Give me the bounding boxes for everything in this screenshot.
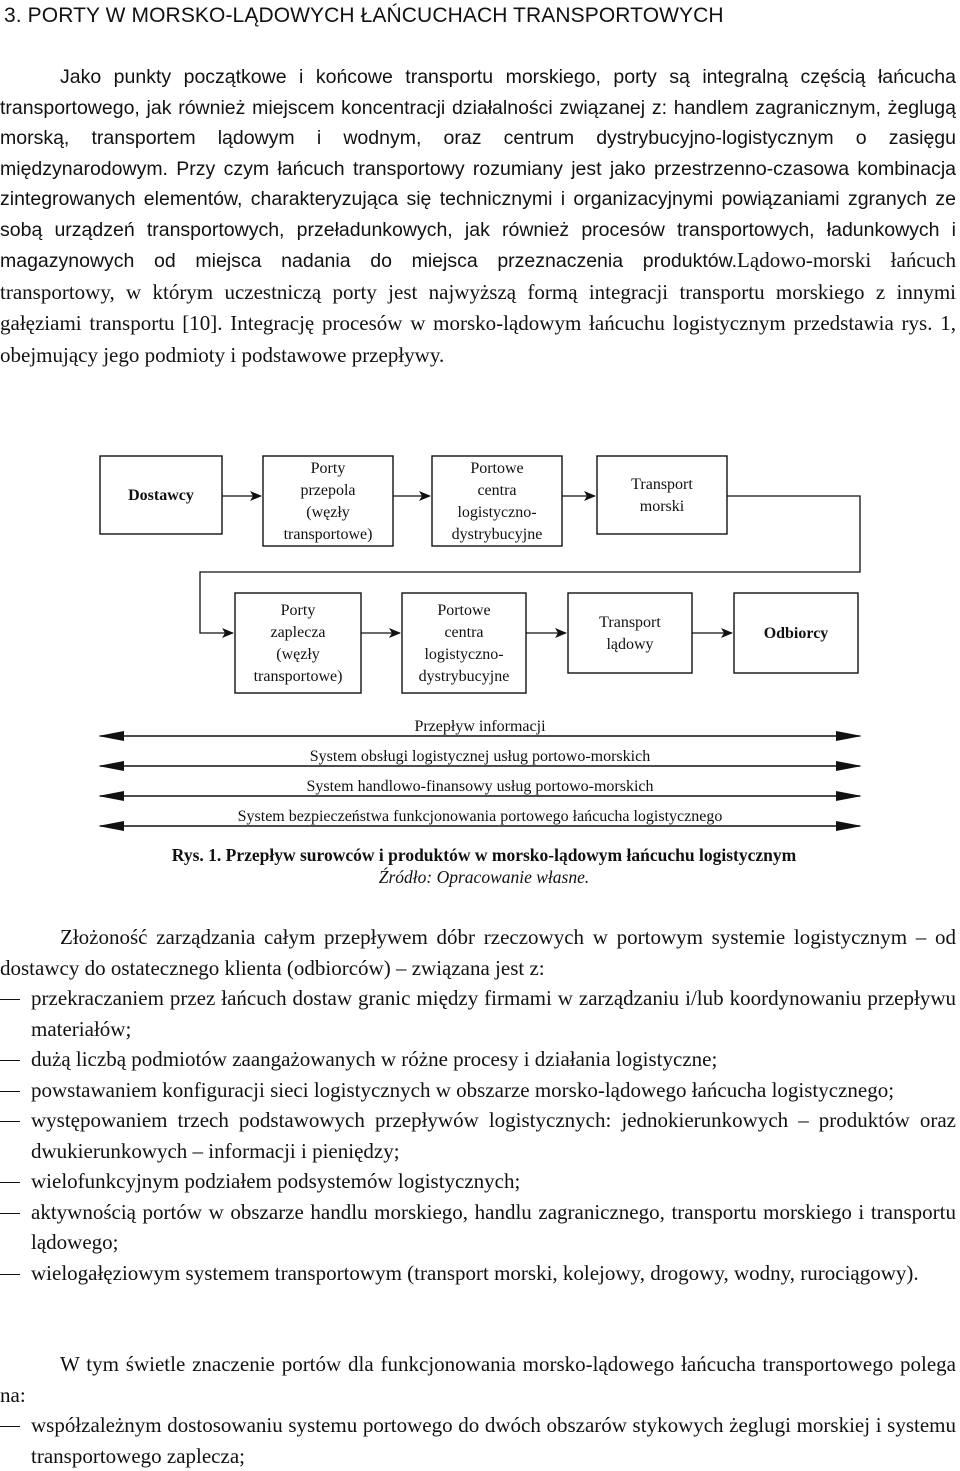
flow-diagram <box>0 440 960 840</box>
diagram-box-label: Porty <box>280 602 316 619</box>
list-item <box>0 1075 956 1106</box>
diagram-box-label: zaplecza <box>270 624 326 641</box>
diagram-box-label: logistyczno- <box>424 646 504 663</box>
flow-label: System obsługi logistycznej usług portowo-morskich <box>309 748 651 765</box>
list-item-text: wielogałęziowym systemem transportowym (transport morski, kolejowy, drogowy, wodny, rurociągowy). <box>31 1260 919 1285</box>
section-heading: 3. PORTY W MORSKO-LĄDOWYCH ŁAŃCUCHACH TRANSPORTOWYCH <box>4 4 724 27</box>
bullet-list-1 <box>0 983 956 1288</box>
diagram-box-label: morski <box>639 498 685 515</box>
list-item-text: wielofunkcyjnym podziałem podsystemów logistycznych; <box>31 1169 521 1193</box>
list-item-text: powstawaniem konfiguracji sieci logistycznych w obszarze morsko-lądowego łańcucha logistycznego; <box>31 1077 895 1102</box>
diagram-box-label: centra <box>444 624 484 641</box>
intro-paragraph <box>0 62 956 371</box>
diagram-row-2 <box>235 593 858 693</box>
flow-arrowhead-left <box>98 731 124 741</box>
diagram-box-label: (węzły <box>306 504 350 521</box>
figure-source: Źródło: Opracowanie własne. <box>378 867 590 887</box>
diagram-box-label: Transport <box>599 614 661 631</box>
list-item <box>0 1105 956 1166</box>
flow-label: Przepływ informacji <box>414 718 546 735</box>
diagram-box-row2-2 <box>568 593 692 673</box>
diagram-box-label: Transport <box>631 476 693 493</box>
diagram-flow-lines <box>98 718 862 831</box>
diagram-box-label: Dostawcy <box>128 487 194 504</box>
list-item-text: aktywnością portów w obszarze handlu morskiego, handlu zagranicznego, transportu morskiego i transportu lądowego; <box>31 1199 956 1254</box>
diagram-box-label: lądowy <box>606 636 654 653</box>
diagram-box-label: (węzły <box>276 646 320 663</box>
list-item-text: współzależnym dostosowaniu systemu portowego do dwóch obszarów stykowych żeglugi morskiej i systemu transportowego zaplecza; <box>31 1413 956 1468</box>
intro-serif-text: Lądowo-morski łańcuch transportowy, w którym uczestniczą porty jest najwyższą formą integracji transportu morskiego z innymi gałęziami transportu [10]. Integrację procesów w morsko-lądowym łańcuchu logistycznym przedstawia rys. 1, obejmujący jego podmioty i podstawowe przepływy. <box>0 248 956 367</box>
flow-arrowhead-right <box>836 791 862 801</box>
flow-label: System handlowo-finansowy usług portowo-morskich <box>306 778 654 795</box>
diagram-box-label: Odbiorcy <box>763 625 829 642</box>
diagram-box-label: Porty <box>310 460 346 477</box>
bullet-list-2 <box>0 1410 956 1471</box>
diagram-box-row1-3 <box>597 456 727 534</box>
diagram-box-label: dystrybucyjne <box>418 668 510 685</box>
flow-arrowhead-right <box>836 731 862 741</box>
diagram-box-label: logistyczno- <box>457 504 537 521</box>
paragraph-1: Złożoność zarządzania całym przepływem dóbr rzeczowych w portowym systemie logistycznym – od dostawcy do ostatecznego klienta (odbiorców) – związana jest z: <box>0 925 956 980</box>
diagram-box-label: przepola <box>300 482 356 499</box>
list-item <box>0 1258 956 1289</box>
paragraph-2: W tym świetle znaczenie portów dla funkcjonowania morsko-lądowego łańcucha transportowego polega na: <box>0 1352 956 1407</box>
diagram-row-1 <box>100 456 727 546</box>
flow-arrowhead-left <box>98 761 124 771</box>
list-item <box>0 983 956 1044</box>
flow-arrowhead-left <box>98 821 124 831</box>
flow-arrowhead-right <box>836 761 862 771</box>
intro-sans-text: Jako punkty początkowe i końcowe transportu morskiego, porty są integralną częścią łańcucha transportowego, jak również miejscem koncentracji działalności związanej z: handlem zagranicznym, żeglugą morską, transportem lądowym i wodnym, oraz centrum dystrybucyjno-logistycznym o zasięgu międzynarodowym. Przy czym łańcuch transportowy rozumiany jest jako przestrzenno-czasowa kombinacja zintegrowanych elementów, charakteryzująca się technicznymi i organizacyjnymi powiązaniami zgranych ze sobą urządzeń transportowych, przeładunkowych, jak również procesów transportowych, ładunkowych i magazynowych od miejsca nadania do miejsca przeznaczenia produktów. <box>0 66 956 272</box>
list-item-text: dużą liczbą podmiotów zaangażowanych w różne procesy i działania logistyczne; <box>31 1047 718 1071</box>
list-item-text: występowaniem trzech podstawowych przepływów logistycznych: jednokierunkowych – produktów oraz dwukierunkowych – informacji i pieniędzy; <box>31 1108 956 1163</box>
diagram-box-label: dystrybucyjne <box>451 526 543 543</box>
list-item <box>0 1197 956 1258</box>
list-item <box>0 1410 956 1471</box>
list-item <box>0 1166 956 1197</box>
diagram-box-label: centra <box>477 482 517 499</box>
flow-label: System bezpieczeństwa funkcjonowania portowego łańcucha logistycznego <box>237 808 723 825</box>
list-item <box>0 1044 956 1075</box>
diagram-box-label: Portowe <box>437 602 491 619</box>
diagram-box-label: transportowe) <box>283 526 373 543</box>
diagram-box-label: transportowe) <box>253 668 343 685</box>
flow-arrowhead-right <box>836 821 862 831</box>
flow-arrowhead-left <box>98 791 124 801</box>
figure-caption: Rys. 1. Przepływ surowców i produktów w morsko-lądowym łańcuchu logistycznym <box>171 845 797 865</box>
diagram-box-label: Portowe <box>470 460 524 477</box>
list-item-text: przekraczaniem przez łańcuch dostaw granic między firmami w zarządzaniu i/lub koordynowaniu przepływu materiałów; <box>31 986 956 1041</box>
